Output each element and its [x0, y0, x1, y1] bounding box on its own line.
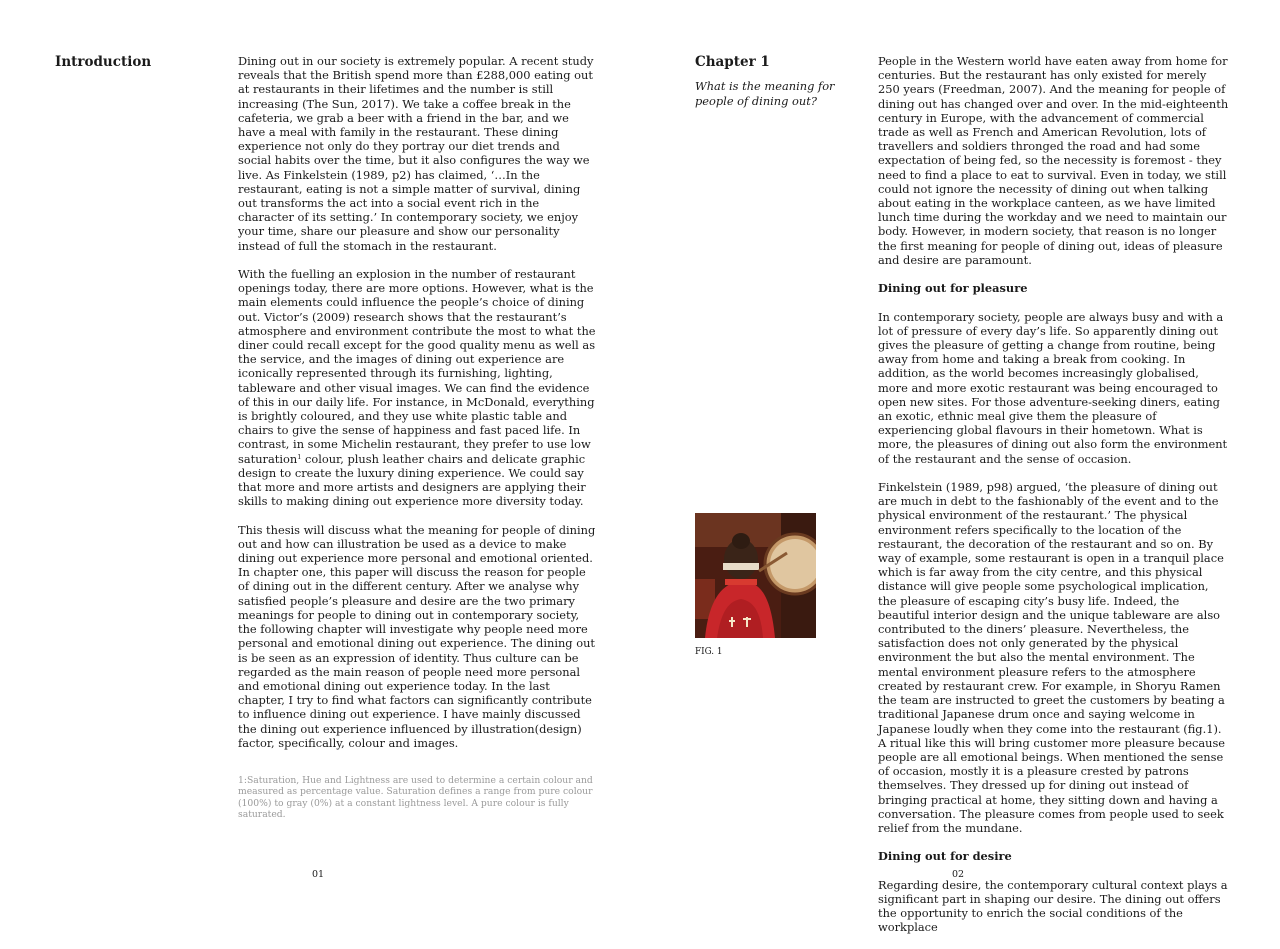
chapter-subtitle: What is the meaning for people of dining out?: [695, 79, 835, 108]
section-heading-introduction: Introduction: [55, 54, 152, 70]
figure-1-photo: [695, 513, 816, 638]
figure-1-caption: FIG. 1: [695, 647, 723, 657]
intro-paragraph-1: Dining out in our society is extremely popular. A recent study reveals that the British spend more than £288,000 eating out at restaurants in their lifetimes and the number is still increasing (The Sun, 2017). We take a coffee break in the cafeteria, we grab a beer with a friend in the bar, and we have a meal with family in the restaurant. These dining experience not only do they portray our diet trends and social habits over the time, but it also configures the way we live. As Finkelstein (1989, p2) has claimed, ‘…In the restaurant, eating is not a simple matter of survival, dining out transforms the act into a social event rich in the character of its setting.’ In contemporary society, we enjoy your time, share our pleasure and show our personality instead of full the stomach in the restaurant.: [238, 54, 594, 253]
subheading-desire: Dining out for desire: [878, 849, 1012, 864]
page-number-left: 01: [312, 869, 325, 880]
intro-paragraph-2-text-a: With the fuelling an explosion in the number of restaurant openings today, there are more options. However, what is the main elements could influence the people’s choice of dining out. Victor’s (2009) research shows that the restaurant’s atmosphere and environment contribute the most to what the diner could recall except for the good quality menu as well as the service, and the images of dining out experience are iconically represented through its furnishing, lighting, tableware and other visual images. We can find the evidence of this in our daily life. For instance, in McDonald, everything is brightly coloured, and they use white plastic table and chairs to give the sense of happiness and fast paced life. In contrast, in some Michelin restaurant, they prefer to use low saturation: [238, 267, 596, 466]
chapter-paragraph-4: Regarding desire, the contemporary cultural context plays a significant part in shaping our desire. The dining out offers the opportunity to enrich the social conditions of the workplace: [878, 877, 1228, 935]
footnote-marker: 1: [297, 452, 302, 461]
chapter-paragraph-1: People in the Western world have eaten away from home for centuries. But the restaurant has only existed for merely 250 years (Freedman, 2007). And the meaning for people of dining out has changed over and over. In the mid-eighteenth century in Europe, with the advancement of commercial trade as well as French and American Revolution, lots of travellers and soldiers thronged the road and had some expectation of being fed, so the necessity is foremost - they need to find a place to eat to survival. Even in today, we still could not ignore the necessity of dining out when talking about eating in the workplace canteen, as we have limited lunch time during the workday and we need to maintain our body. However, in modern society, that reason is no longer the first meaning for people of dining out, ideas of pleasure and desire are paramount.: [878, 54, 1229, 267]
chapter-paragraph-3: Finkelstein (1989, p98) argued, ‘the pleasure of dining out are much in debt to the fashionably of the event and to the physical environment of the restaurant.’ The physical environment refers specifically to the location of the restaurant, the decoration of the restaurant and so on. By way of example, some restaurant is open in a tranquil place which is far away from the city centre, and this physical distance will give people some psychological implication, the pleasure of escaping city’s busy life. Indeed, the beautiful interior design and the unique tableware are also contributed to the diners’ pleasure. Nevertheless, the satisfaction does not only generated by the physical environment the but also the mental environment. The mental environment pleasure refers to the atmosphere created by restaurant crew. For example, in Shoryu Ramen the team are instructed to greet the customers by beating a traditional Japanese drum once and saying welcome in Japanese loudly when they come into the restaurant (fig.1). A ritual like this will bring customer more pleasure because people are all emotional beings. When mentioned the sense of occasion, mostly it is a pleasure crested by patrons themselves. They dressed up for dining out instead of bringing practical at home, they sitting down and having a conversation. The pleasure comes from people used to seek relief from the mundane.: [878, 480, 1226, 835]
chapter-1-body: [878, 54, 1230, 949]
introduction-body: [238, 54, 596, 764]
chapter-heading: Chapter 1: [695, 54, 770, 70]
intro-paragraph-2: [238, 267, 596, 508]
intro-paragraph-2-text-b: colour, plush leather chairs and delicate graphic design to create the luxury dining experience. We could say that more and more artists and designers are applying their skills to making dining out experience more diversity today.: [238, 451, 586, 509]
intro-paragraph-3: This thesis will discuss what the meaning for people of dining out and how can illustration be used as a device to make dining out experience more personal and emotional oriented. In chapter one, this paper will discuss the reason for people of dining out in the different century. After we analyse why satisfied people’s pleasure and desire are the two primary meanings for people to dining out in contemporary society, the following chapter will investigate why people need more personal and emotional dining out experience. The dining out is be seen as an expression of identity. Thus culture can be regarded as the main reason of people need more personal and emotional dining out experience today. In the last chapter, I try to find what factors can significantly contribute to influence dining out experience. I have mainly discussed the dining out experience influenced by illustration(design) factor, specifically, colour and images.: [238, 522, 596, 750]
page-number-right: 02: [952, 869, 965, 880]
drummer-illustration: [695, 513, 816, 638]
footnote: 1:Saturation, Hue and Lightness are used to determine a certain colour and measured as percentage value. Saturation defines a range from pure colour (100%) to gray (0%) at a constant lightness level. A pure colour is fully saturated.: [238, 775, 593, 820]
chapter-paragraph-2: In contemporary society, people are always busy and with a lot of pressure of every day’s life. So apparently dining out gives the pleasure of getting a change from routine, being away from home and taking a break from cooking. In addition, as the world becomes increasingly globalised, more and more exotic restaurant was being encouraged to open new sites. For those adventure-seeking diners, eating an exotic, ethnic meal give them the pleasure of experiencing global flavours in their hometown. What is more, the pleasures of dining out also form the environment of the restaurant and the sense of occasion.: [878, 309, 1228, 466]
subheading-pleasure: Dining out for pleasure: [878, 281, 1028, 296]
